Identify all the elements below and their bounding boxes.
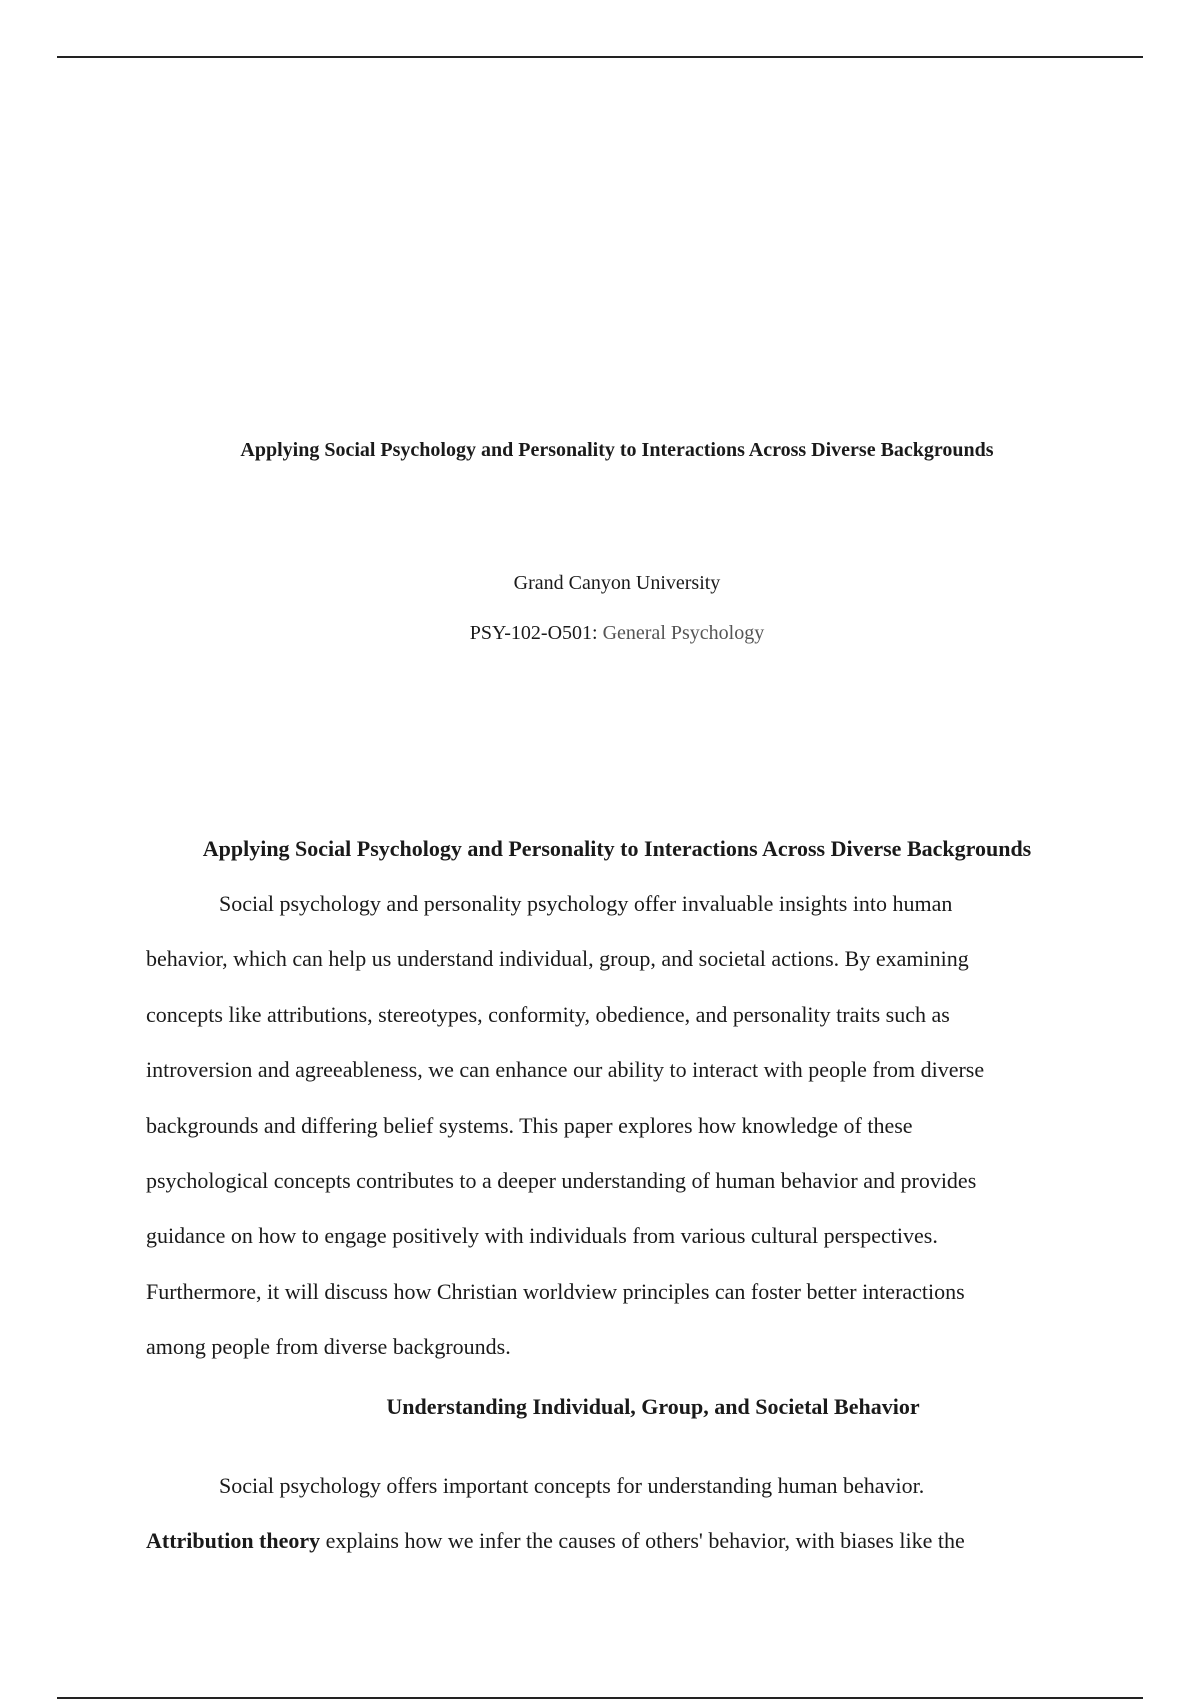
- page-bottom-rule: [57, 1697, 1143, 1699]
- intro-line: Social psychology and personality psychology offer invaluable insights into human: [219, 891, 953, 916]
- intro-line: guidance on how to engage positively with individuals from various cultural perspectives.: [146, 1223, 938, 1248]
- intro-line: behavior, which can help us understand individual, group, and societal actions. By examining: [146, 946, 969, 971]
- attribution-theory-term: Attribution theory: [146, 1528, 321, 1553]
- intro-line: introversion and agreeableness, we can enhance our ability to interact with people from diverse: [146, 1057, 985, 1082]
- course-name: General Psychology: [602, 622, 765, 644]
- section-line: [146, 1528, 965, 1554]
- intro-line: psychological concepts contributes to a deeper understanding of human behavior and provides: [146, 1168, 977, 1193]
- page-top-rule: [57, 56, 1143, 58]
- section-heading: Understanding Individual, Group, and Societal Behavior: [386, 1394, 920, 1419]
- cover-university: Grand Canyon University: [513, 572, 721, 594]
- intro-line: Furthermore, it will discuss how Christian worldview principles can foster better interactions: [146, 1279, 965, 1304]
- intro-line: backgrounds and differing belief systems. This paper explores how knowledge of these: [146, 1113, 913, 1138]
- course-code: PSY-102-O501:: [469, 622, 603, 644]
- intro-line: concepts like attributions, stereotypes, conformity, obedience, and personality traits such as: [146, 1002, 950, 1027]
- section-line-rest: explains how we infer the causes of others' behavior, with biases like the: [320, 1528, 965, 1553]
- essay-heading: Applying Social Psychology and Personality to Interactions Across Diverse Backgrounds: [202, 836, 1032, 861]
- intro-line: among people from diverse backgrounds.: [146, 1334, 511, 1359]
- cover-title: Applying Social Psychology and Personality to Interactions Across Diverse Backgrounds: [240, 439, 994, 461]
- section-line: Social psychology offers important concepts for understanding human behavior.: [219, 1473, 925, 1498]
- cover-course: [0, 622, 1200, 645]
